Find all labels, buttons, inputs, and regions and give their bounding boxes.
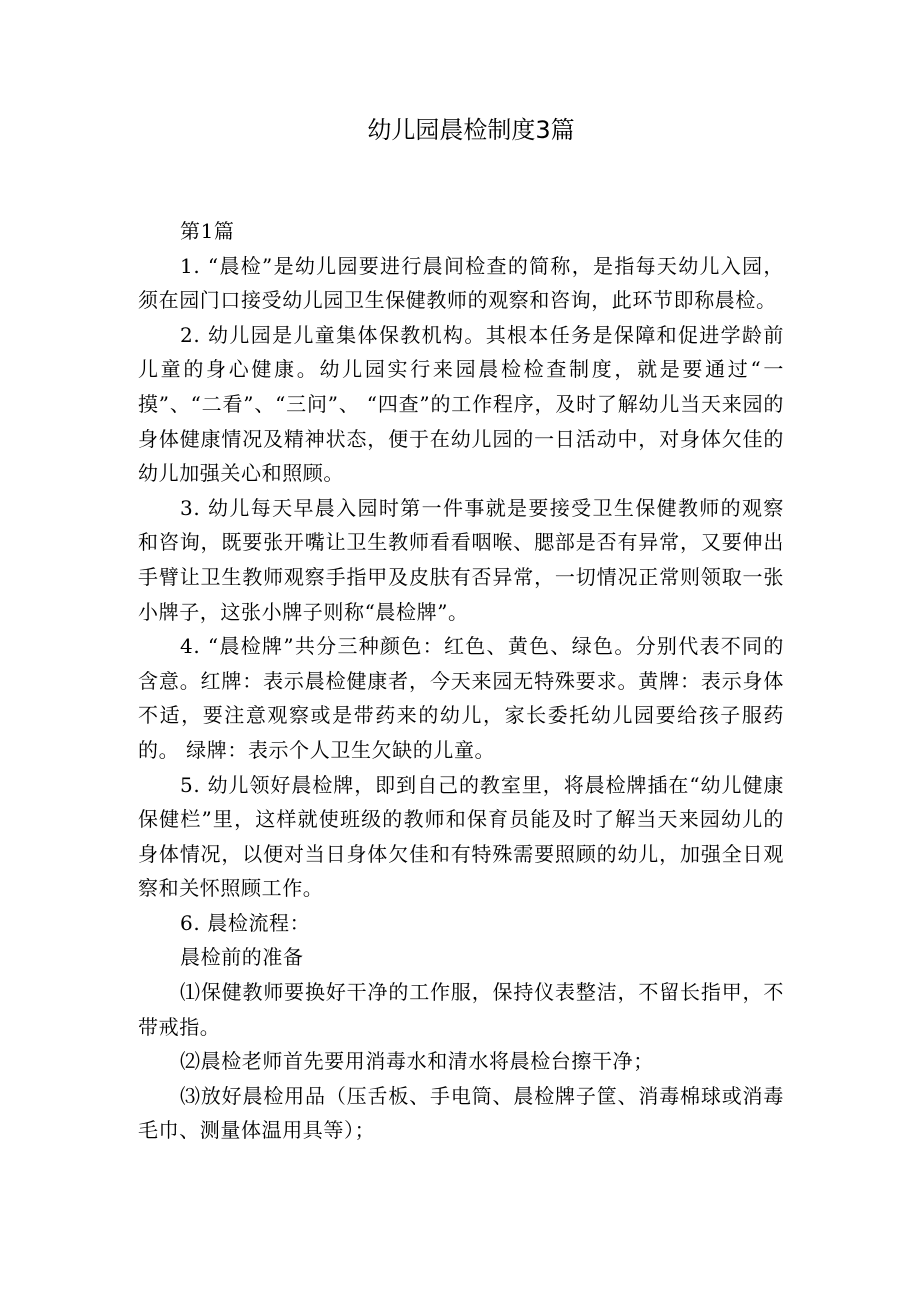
paragraph: 4. “晨检牌”共分三种颜色：红色、黄色、绿色。分别代表不同的含意。红牌：表示晨检健康者，今天来园无特殊要求。黄牌：表示身体不适，要注意观察或是带药来的幼儿，家长委托幼儿园要给孩子服药的。 绿牌：表示个人卫生欠缺的儿童。 bbox=[138, 634, 784, 762]
subheading: 晨检前的准备 bbox=[180, 945, 304, 970]
paragraph: 2. 幼儿园是儿童集体保教机构。其根本任务是保障和促进学龄前儿童的身心健康。幼儿园实行来园晨检检查制度，就是要通过“一摸”、“二看”、“三问”、 “四查”的工作程序，及时了解幼儿当天来园的身体健康情况及精神状态，便于在幼儿园的一日活动中，对身体欠佳的幼儿加强关心和照顾。 bbox=[138, 322, 784, 486]
document-title: 幼儿园晨检制度3篇 bbox=[367, 116, 575, 144]
section-heading: 第1篇 bbox=[180, 219, 235, 243]
list-item: ⑴保健教师要换好干净的工作服，保持仪表整洁，不留长指甲，不带戒指。 bbox=[138, 980, 784, 1039]
document-text bbox=[138, 214, 784, 1148]
paragraph: 6. 晨检流程： bbox=[180, 910, 311, 935]
list-item: ⑵晨检老师首先要用消毒水和清水将晨检台擦干净； bbox=[180, 1049, 654, 1074]
list-item: ⑶放好晨检用品（压舌板、手电筒、晨检牌子筐、消毒棉球或消毒毛巾、测量体温用具等）； bbox=[138, 1083, 784, 1143]
paragraph: 3. 幼儿每天早晨入园时第一件事就是要接受卫生保健教师的观察和咨询，既要张开嘴让卫生教师看看咽喉、腮部是否有异常，又要伸出手臂让卫生教师观察手指甲及皮肤有否异常，一切情况正常则领取一张小牌子，这张小牌子则称“晨检牌”。 bbox=[138, 495, 784, 624]
paragraph: 5. 幼儿领好晨检牌，即到自己的教室里，将晨检牌插在“幼儿健康保健栏”里，这样就使班级的教师和保育员能及时了解当天来园幼儿的身体情况，以便对当日身体欠佳和有特殊需要照顾的幼儿，加强全日观察和关怀照顾工作。 bbox=[138, 772, 784, 901]
paragraph: 1. “晨检”是幼儿园要进行晨间检查的简称，是指每天幼儿入园，须在园门口接受幼儿园卫生保健教师的观察和咨询，此环节即称晨检。 bbox=[138, 253, 784, 313]
